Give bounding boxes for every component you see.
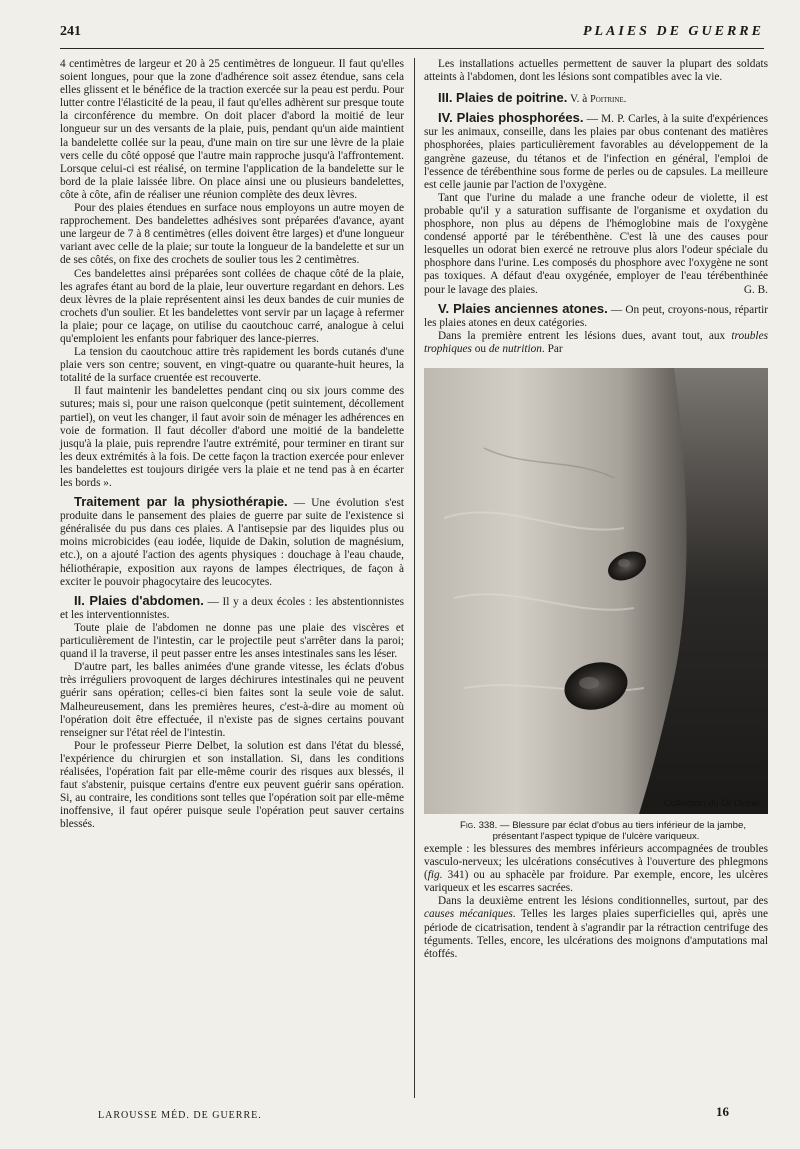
paragraph [424, 895, 768, 960]
header-rule [60, 48, 764, 49]
figure-credit: Collection du Dr Debat. [663, 797, 762, 809]
caption-text: — Blessure par éclat d'obus au tiers inférieur de la jambe, présentant l'aspect typique de l'ulcère variqueux. [492, 819, 746, 843]
paragraph [424, 330, 768, 356]
paragraph: La tension du caoutchouc attire très rapidement les bords cutanés d'une plaie vers son centre; souvent, en vingt-quatre ou quarante-huit heures, la totalité de la surface cruentée est recouverte. [60, 346, 404, 385]
paragraph [424, 192, 768, 297]
text-run: ou [471, 342, 489, 355]
section-physiotherapie [60, 495, 404, 589]
text-run: Dans la deuxième entrent les lésions conditionnelles, surtout, par des [438, 895, 768, 908]
text-run: 341) ou au sphacèle par froidure. Par exemple, encore, les ulcères variqueux et les escarres sacrées. [424, 869, 768, 895]
right-column [424, 58, 768, 961]
section-text: — On peut, croyons-nous, répartir les plaies atones en deux catégories. [424, 303, 768, 329]
figure-caption [424, 820, 768, 843]
section-phosphorees [424, 111, 768, 192]
section-heading: III. Plaies de poitrine. [438, 90, 568, 106]
section-text: V. à [567, 93, 591, 106]
author-initials: G. B. [743, 283, 768, 296]
italic-run: causes mécaniques [424, 908, 513, 921]
italic-run: troubles trophiques [424, 329, 768, 355]
leg-wound-photo [424, 368, 768, 814]
paragraph: 4 centimètres de largeur et 20 à 25 centimètres de longueur. Il faut qu'elles soient longues, pour que la zone d'adhérence soit assez étendue, sans cela elles glissent et le bénéfice de la traction exercée sur la peau est perdu. Pour lutter contre l'élasticité de la peau, il faut qu'elles adhèrent sur presque toute la circonférence du membre. On doit placer d'abord la moitié de leur longueur sur un des versants de la plaie, puis, pendant qu'un aide maintient la bandelette collée sur la peau, d'une main on tire sur une lèvre de la plaie vers celle du côté opposé que l'autre main rapproche jusqu'à l'affrontement. Lorsque celui-ci est réalisé, on termine l'application de la bandelette sur le bord de la plaie laissée libre. On place ainsi une ou plusieurs bandelettes, côte à côte, afin de réaliser une réunion complète des deux lèvres. [60, 58, 404, 201]
paragraph: Pour le professeur Pierre Delbet, la solution est dans l'état du blessé, l'expérience du chirurgien et son installation. Si, dans les conditions réalisées, l'opération fait par elle-même courir des risques aux blessés, il faut s'abstenir, puisque certains d'entre eux peuvent guérir sans opération. Si, au contraire, les conditions sont telles que l'opération soit par elle-même inoffensive, il faut opérer puisque seule l'opération peut sauver certains blessés. [60, 739, 404, 831]
paragraph: D'autre part, les balles animées d'une grande vitesse, les éclats d'obus très irréguliers provoquent de larges déchirures intestinales qui ne peuvent guérir sans opération; celles-ci bien faites sont la seule voie de salut. Malheureusement, dans les premières heures, c'est-à-dire au moment où l'opération doit être effectuée, il n'existe pas de signes certains pouvant renseigner sur l'état réel de l'intestin. [60, 661, 404, 739]
figure-photograph [424, 368, 768, 814]
text-run: Dans la première entrent les lésions dues, avant tout, aux [438, 329, 732, 342]
paragraph: Les installations actuelles permettent de sauver la plupart des soldats atteints à l'abdomen, dont les lésions sont compatibles avec la vie. [424, 58, 768, 84]
paragraph: Toute plaie de l'abdomen ne donne pas une plaie des viscères et particulièrement de l'intestin, car le projectile peut s'arrêter dans la paroi; quand il la traverse, il peut passer entre les anses intestinales sans les léser. [60, 621, 404, 661]
section-heading: V. Plaies anciennes atones. [438, 300, 608, 316]
section-heading: IV. Plaies phosphorées. [438, 110, 584, 126]
paragraph: Il faut maintenir les bandelettes pendant cinq ou six jours comme des sutures; mais si, pour une raison quelconque (petit suintement, décollement partiel), on veut les changer, il faut avoir soin de ménager les adhérences en voie de formation. Il faut décoller d'abord une moitié de la bandelette jusqu'à la plaie, puis reprendre l'autre extrémité, pour terminer en tirant sur les deux extrémités à la fois. De cette façon la traction exercée pour enlever les bandelettes est toujours dirigée vers la plaie et ne tend pas à en écarter les bords ». [60, 385, 404, 489]
text-run: exemple : les blessures des membres inférieurs accompagnées de troubles vasculo-nerveux; les ulcérations consécutives à l'ouverture des phlegmons ( [424, 842, 768, 882]
paragraph: Pour des plaies étendues en surface nous employons un autre moyen de rapprochement. Des bandelettes adhésives sont préparées d'avance, ayant une largeur de 7 à 8 centimètres (elles doivent être larges) et d'une longueur variant avec celle de la plaie; sur toute la longueur de la bandelette et sur un de ses côtés, on fixe des crochets de soulier tous les 2 centimètres. [60, 202, 404, 267]
italic-run: fig. [427, 869, 443, 882]
section-heading: Traitement par la physiothérapie. [74, 494, 288, 510]
text-run: . Par [541, 342, 563, 355]
left-column [60, 58, 404, 831]
section-anciennes-atones [424, 302, 768, 330]
section-heading: II. Plaies d'abdomen. [74, 592, 204, 608]
section-abdomen [60, 594, 404, 622]
italic-run: de nutrition [488, 342, 542, 355]
cross-reference: Poitrine. [590, 94, 627, 106]
section-text: — Une évolution s'est produite dans le pansement des plaies de guerre par suite de l'existence si généralisée du pus dans ces plaies. A l'antisepsie par des liquides plus ou moins microbicides (eau iodée, liquide de Dakin, solution de magnésium, etc.), on a ajouté l'action des agents physiques : douchage à l'eau chaude, héliothérapie, exposition aux rayons de lampes électriques, de façon à exciter le pouvoir phagocytaire des leucocytes. [60, 497, 404, 588]
running-title: PLAIES DE GUERRE [582, 24, 764, 39]
signature-number: 16 [716, 1104, 729, 1119]
footer-publisher: LAROUSSE MÉD. DE GUERRE. [98, 1110, 262, 1121]
text-run: . Telles les larges plaies superficielles qui, après une période de cicatrisation, tendent à s'agrandir par la rétraction centrifuge des téguments. Telles, encore, les ulcérations des moignons d'amputations mal étoffés. [424, 908, 768, 960]
column-divider [414, 58, 415, 1098]
paragraph-text: Tant que l'urine du malade a une franche odeur de violette, il est probable qu'il y a saturation suffisante de l'organisme et oxydation du phosphore, non plus au dépens de l'hémoglobine mais de l'oxygène condensé apporté par le térébenthène. C'est là une des causes pour lesquelles un odorat bien exercé ne retrouve plus alors l'odeur spéciale du phosphore dans l'urine. Les composés du phosphore avec l'oxygène ne sont pas toxiques. A défaut d'eau oxygénée, employer de l'eau térébenthinée pour le lavage des plaies. [424, 191, 768, 296]
section-text: — Il y a deux écoles : les abstentionnistes et les interventionnistes. [60, 595, 404, 621]
section-text: — M. P. Carles, à la suite d'expériences sur les animaux, conseille, dans les plaies par obus contenant des matières phosphorées, plaies particulièrement favorables au développement de la gangrène gazeuse, du tétanos et de l'infection en général, l'emploi de l'essence de térébenthine sous forme de perles ou de capsules. La meilleure est celle jaunie par l'action de l'oxygène. [424, 113, 768, 191]
paragraph [424, 843, 768, 895]
section-poitrine [424, 91, 768, 106]
page-number: 241 [60, 24, 81, 39]
figure-label: Fig. 338. [460, 819, 498, 831]
paragraph: Ces bandelettes ainsi préparées sont collées de chaque côté de la plaie, les agrafes étant au bord de la plaie, leur ouverture regardant en dehors. Les deux lèvres de la plaie représentent ainsi les deux bandes de cuir munies de crochets d'un soulier. Et les bandelettes vont servir par un laçage à refermer la plaie; pour ce laçage, on utilise du caoutchouc carré, analogue à celui qu'emploient les enfants pour fabriquer des lance-pierres. [60, 267, 404, 345]
